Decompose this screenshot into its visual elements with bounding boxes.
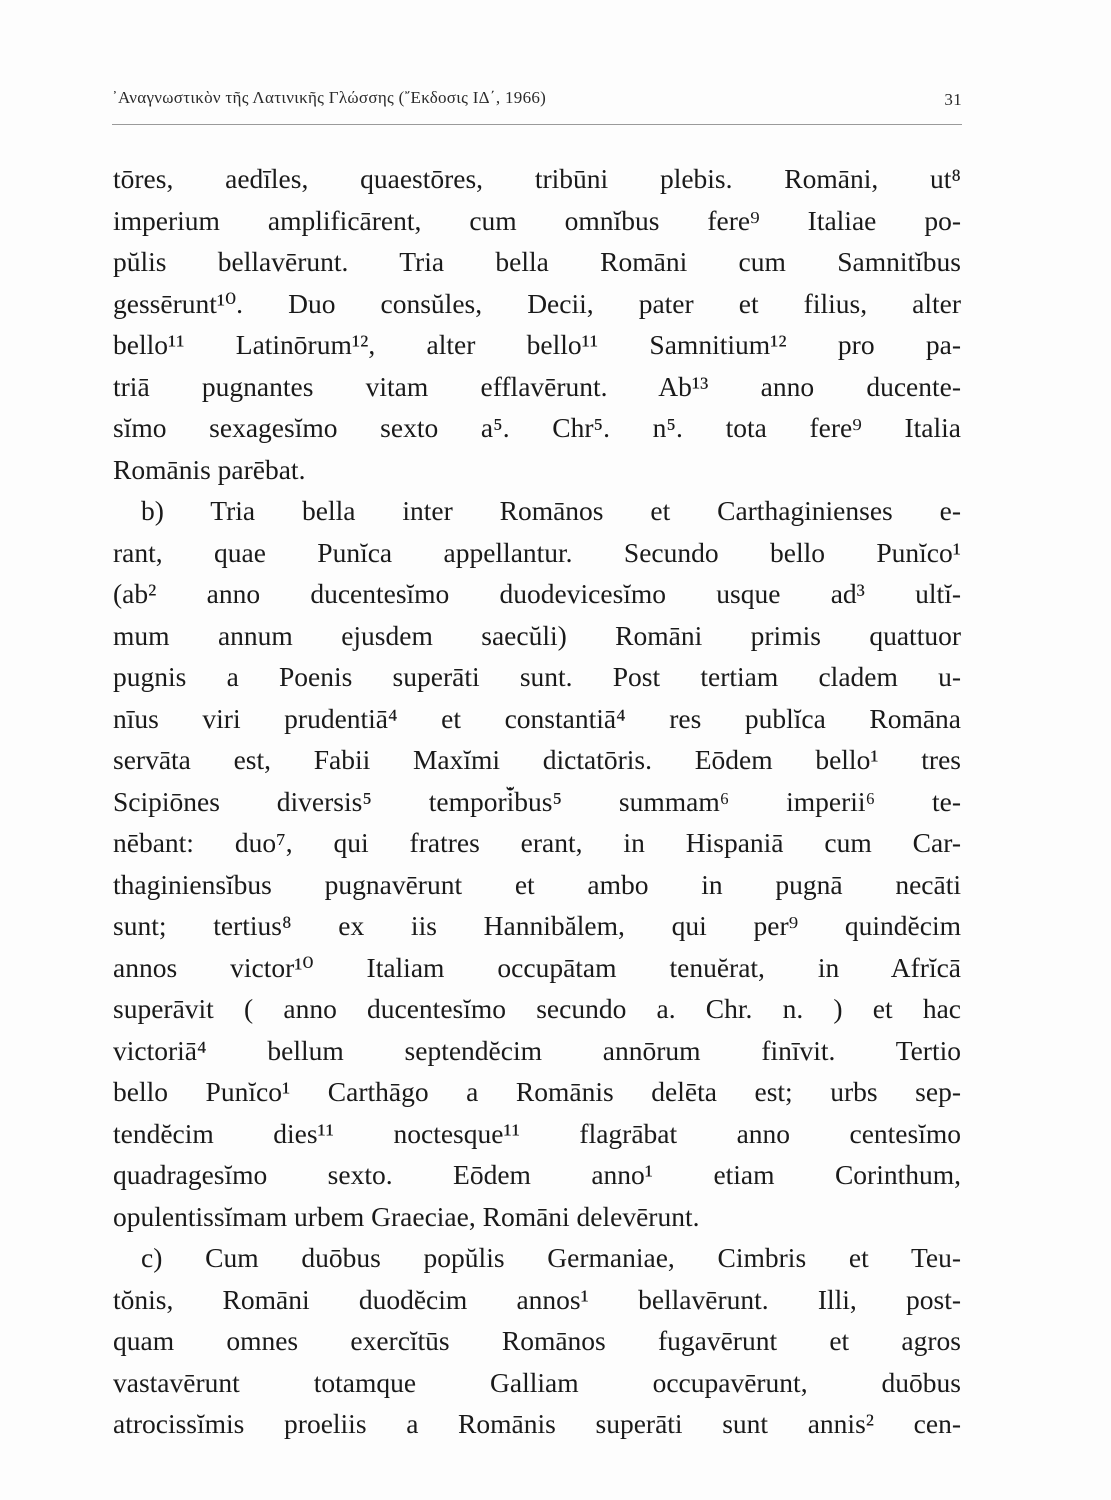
text-line: tōres, aedīles, quaestōres, tribūni plebis. Romāni, ut⁸: [113, 163, 961, 194]
text-line: servāta est, Fabii Maxĭmi dictatōris. Eōdem bello¹ tres: [113, 744, 961, 775]
text-line: annos victor¹⁰ Italiam occupātam tenuĕrat, in Afrĭcā: [113, 951, 961, 983]
text-line: superāvit ( anno ducentesĭmo secundo a. Chr. n. ) et hac: [113, 993, 961, 1024]
text-line: nēbant: duo⁷, qui fratres erant, in Hispaniā cum Car-: [113, 827, 961, 858]
text-line: imperium amplificārent, cum omnĭbus fere⁹ Italiae po-: [113, 204, 961, 236]
text-line: opulentissĭmam urbem Graeciae, Romāni delevērunt.: [113, 1200, 700, 1232]
header-rule: [112, 124, 962, 125]
paragraph-c-start: c) Cum duōbus popŭlis Germaniae, Cimbris et Teu-: [141, 1242, 961, 1273]
text-line: quadragesĭmo sexto. Eōdem anno¹ etiam Corinthum,: [113, 1159, 961, 1190]
paragraph-b-start: b) Tria bella inter Romānos et Carthaginienses e-: [141, 495, 961, 526]
text-line: pugnis a Poenis superāti sunt. Post tertiam cladem u-: [113, 661, 961, 692]
text-line: bello Punĭco¹ Carthāgo a Romānis delēta est; urbs sep-: [113, 1076, 961, 1107]
text-line: nīus viri prudentiā⁴ et constantiā⁴ res publĭca Romāna: [113, 702, 961, 734]
text-line: thaginiensĭbus pugnavērunt et ambo in pugnā necāti: [113, 868, 961, 900]
text-line: rant, quae Punĭca appellantur. Secundo bello Punĭco¹: [113, 536, 961, 568]
text-line: victoriā⁴ bellum septendĕcim annōrum finīvit. Tertio: [113, 1034, 961, 1066]
latin-text-body: [113, 158, 961, 1445]
page-number: 31: [944, 90, 962, 109]
text-line: tŏnis, Romāni duodĕcim annos¹ bellavērunt. Illi, post-: [113, 1283, 961, 1315]
running-head-title: ᾿Αναγνωστικὸν τῆς Λατινικῆς Γλώσσης (῎Εκδοσις ΙΔ΄, 1966): [112, 88, 547, 107]
text-line: pŭlis bellavērunt. Tria bella Romāni cum Samnitĭbus: [113, 246, 961, 277]
text-line: sĭmo sexagesĭmo sexto a⁵. Chr⁵. n⁵. tota fere⁹ Italia: [113, 412, 961, 443]
text-line: tendĕcim dies¹¹ noctesque¹¹ flagrābat anno centesĭmo: [113, 1117, 961, 1149]
text-line: triā pugnantes vitam efflavērunt. Ab¹³ anno ducente-: [113, 370, 961, 402]
text-line: mum annum ejusdem saecŭli) Romāni primis quattuor: [113, 619, 961, 651]
text-line: Scipiōnes diversis⁵ tempori̇̆bus⁵ summam⁶ imperii⁶ te-: [113, 785, 961, 817]
text-line: gessērunt¹⁰. Duo consŭles, Decii, pater et filius, alter: [113, 287, 961, 319]
text-line: (ab² anno ducentesĭmo duodevicesĭmo usque ad³ ultĭ-: [113, 578, 961, 609]
text-line: vastavērunt totamque Galliam occupavērunt, duōbus: [113, 1366, 961, 1398]
text-line: quam omnes exercĭtūs Romānos fugavērunt et agros: [113, 1325, 961, 1356]
running-head: [112, 88, 962, 118]
text-line: Romānis parēbat.: [113, 453, 306, 485]
text-line: sunt; tertius⁸ ex iis Hannibălem, qui per⁹ quindĕcim: [113, 910, 961, 941]
text-line: bello¹¹ Latinōrum¹², alter bello¹¹ Samnitium¹² pro pa-: [113, 329, 961, 360]
text-line: atrocissĭmis proeliis a Romānis superāti sunt annis² cen-: [113, 1408, 961, 1439]
